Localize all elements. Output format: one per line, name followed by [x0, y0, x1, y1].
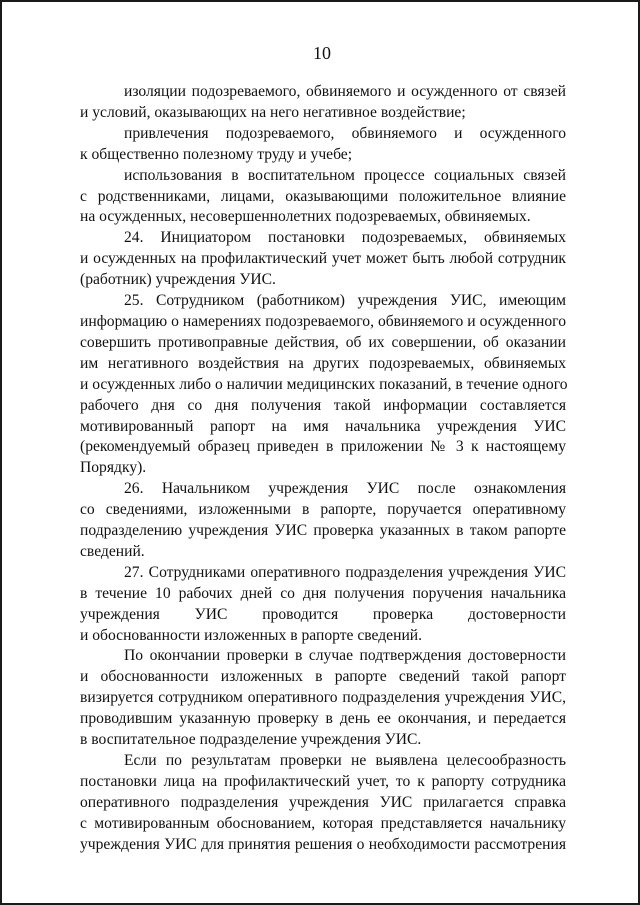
text-line: 24. Инициатором постановки подозреваемых, обвиняемых [124, 229, 566, 247]
text-line: с мотивированным обоснованием, которая представляется начальнику [80, 814, 566, 832]
text-line: постановки лица на профилактический учет, то к рапорту сотрудника [80, 772, 566, 790]
text-line: мотивированный рапорт на имя начальника учреждения УИС [80, 417, 566, 435]
text-line: визируется сотрудником оперативного подразделения учреждения УИС, [80, 689, 566, 707]
page-number: 10 [313, 43, 331, 63]
text-line: 27. Сотрудниками оперативного подразделения учреждения УИС [124, 563, 566, 581]
text-line: сведений. [80, 542, 145, 560]
text-line: 25. Сотрудником (работником) учреждения УИС, имеющим [124, 292, 566, 310]
document-body [80, 82, 566, 856]
text-line: и условий, оказывающих на него негативное воздействие; [80, 103, 466, 121]
text-line: в течение 10 рабочих дней со дня получения поручения начальника [80, 584, 566, 602]
text-line: им негативного воздействия на других подозреваемых, обвиняемых [80, 354, 566, 372]
paragraph-p24 [80, 228, 566, 291]
text-line: использования в воспитательном процессе социальных связей [124, 166, 566, 184]
paragraph-p27c [80, 751, 566, 856]
text-line: подразделению учреждения УИС проверка указанных в таком рапорте [80, 522, 566, 540]
text-line: привлечения подозреваемого, обвиняемого и осужденного [124, 124, 566, 142]
text-line: учреждения УИС для принятия решения о необходимости рассмотрения [80, 835, 566, 853]
text-line: изоляции подозреваемого, обвиняемого и осужденного от связей [124, 83, 566, 100]
text-line: совершить противоправные действия, об их совершении, об оказании [80, 333, 566, 351]
text-line: к общественно полезному труду и учебе; [80, 145, 353, 163]
text-line: 26. Начальником учреждения УИС после ознакомления [124, 480, 566, 498]
text-line: учреждения УИС проводится проверка достоверности [80, 605, 566, 623]
paragraph-p27b [80, 646, 566, 751]
text-line: и обоснованности изложенных в рапорте сведений такой рапорт [80, 668, 566, 686]
paragraph-p25 [80, 291, 566, 479]
text-line: информацию о намерениях подозреваемого, обвиняемого и осужденного [80, 312, 566, 330]
text-line: (рекомендуемый образец приведен в приложении № 3 к настоящему [80, 438, 566, 456]
text-line: со сведениями, изложенными в рапорте, поручается оперативному [80, 501, 566, 519]
text-line: (работник) учреждения УИС. [80, 271, 276, 289]
text-line: и обоснованности изложенных в рапорте сведений. [80, 626, 423, 644]
text-line: оперативного подразделения учреждения УИС прилагается справка [80, 793, 566, 811]
paragraph-p1 [80, 82, 566, 124]
paragraph-p27 [80, 563, 566, 647]
text-line: и осужденных либо о наличии медицинских показаний, в течение одного [80, 375, 568, 393]
text-line: и осужденных на профилактический учет может быть любой сотрудник [80, 250, 566, 268]
paragraph-p3 [80, 166, 566, 229]
paragraph-p2 [80, 124, 566, 166]
text-line: на осужденных, несовершеннолетних подозреваемых, обвиняемых. [80, 208, 531, 226]
text-line: рабочего дня со дня получения такой информации составляется [80, 396, 566, 414]
text-line: в воспитательное подразделение учреждения УИС. [80, 731, 422, 749]
text-line: Если по результатам проверки не выявлена целесообразность [124, 752, 566, 769]
text-line: с родственниками, лицами, оказывающими положительное влияние [80, 187, 566, 205]
text-line: проводившим указанную проверку в день ее окончания, и передается [80, 710, 566, 728]
paragraph-p26 [80, 479, 566, 563]
text-line: По окончании проверки в случае подтверждения достоверности [124, 647, 566, 665]
text-line: Порядку). [80, 459, 147, 477]
